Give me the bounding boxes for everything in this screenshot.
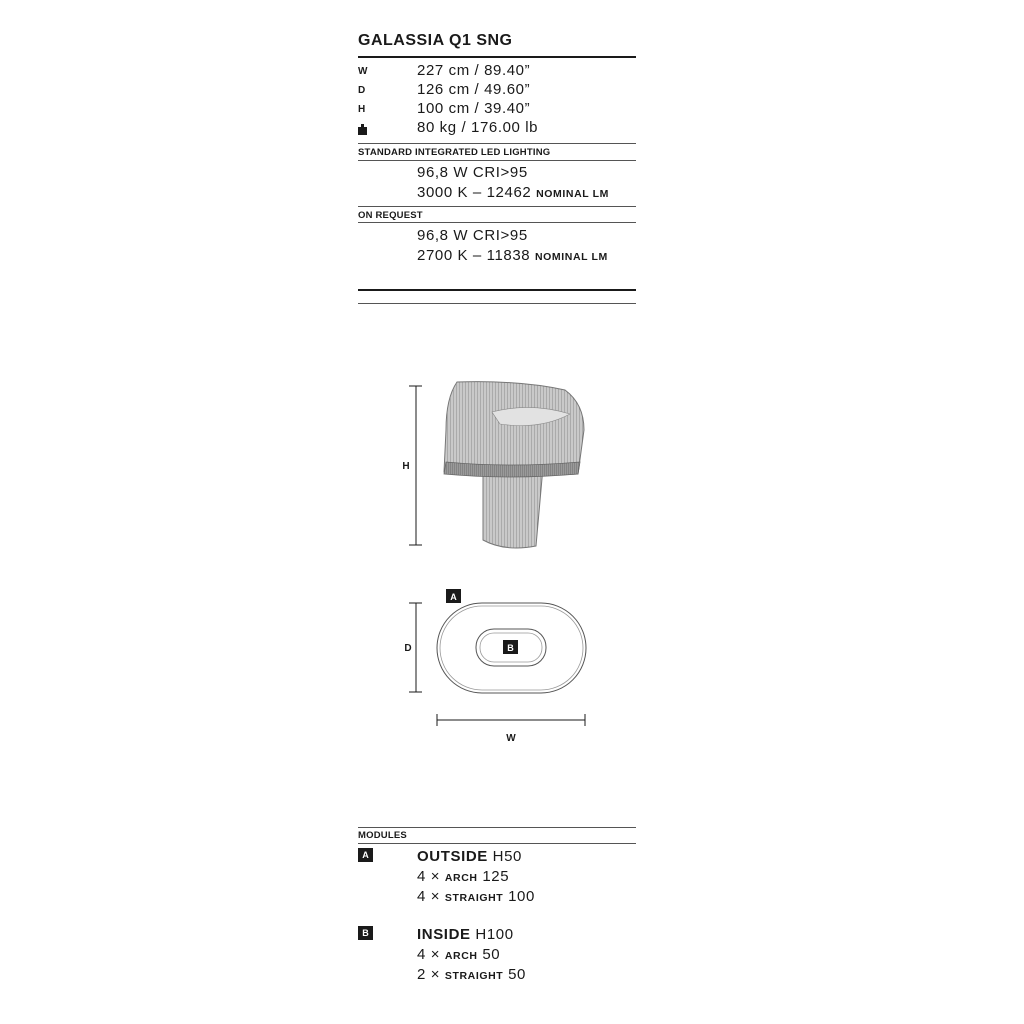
standard-temperature-value: 3000 K – 12462 bbox=[417, 184, 537, 201]
divider bbox=[358, 827, 636, 828]
module-a-line-1 bbox=[417, 868, 509, 885]
spec-key-height: H bbox=[358, 104, 366, 115]
module-b-line-1-type: ARCH bbox=[444, 950, 478, 962]
module-a-line-2-size: 100 bbox=[503, 888, 535, 905]
on-request-lumen-unit: NOMINAL LM bbox=[534, 251, 608, 263]
spec-key-depth: D bbox=[358, 85, 366, 96]
module-a-line-1-size: 125 bbox=[477, 868, 510, 885]
spec-value-width: 227 cm / 89.40” bbox=[417, 62, 531, 79]
product-title: GALASSIA Q1 SNG bbox=[358, 32, 513, 49]
module-b-badge: B bbox=[358, 926, 373, 940]
module-a-badge: A bbox=[358, 848, 373, 862]
module-b-line-2-size: 50 bbox=[503, 966, 526, 983]
module-b-height: H100 bbox=[470, 926, 514, 943]
module-b-line-1-size: 50 bbox=[477, 946, 501, 963]
divider bbox=[358, 843, 636, 844]
module-a-line-2-type: STRAIGHT bbox=[444, 892, 504, 904]
module-a-line-2 bbox=[417, 888, 535, 905]
module-b-marker-label: B bbox=[507, 643, 514, 653]
width-label: W bbox=[506, 733, 516, 744]
height-label: H bbox=[402, 461, 410, 472]
modules-heading: MODULES bbox=[358, 830, 407, 841]
module-a-title bbox=[417, 848, 522, 865]
module-b-line-2-qty: 2 × bbox=[417, 966, 445, 983]
module-a-name: OUTSIDE bbox=[417, 848, 488, 865]
module-b-title bbox=[417, 926, 514, 943]
lamp-elevation-view bbox=[444, 382, 584, 548]
module-b-line-2-type: STRAIGHT bbox=[444, 970, 504, 982]
depth-label: D bbox=[404, 643, 412, 654]
module-a-marker-label: A bbox=[450, 592, 457, 602]
module-b-line-1-qty: 4 × bbox=[417, 946, 445, 963]
standard-lighting-heading: STANDARD INTEGRATED LED LIGHTING bbox=[358, 147, 551, 158]
module-b-line-2 bbox=[417, 966, 526, 983]
spec-value-height: 100 cm / 39.40” bbox=[417, 100, 531, 117]
module-a-height: H50 bbox=[487, 848, 522, 865]
width-dimension bbox=[437, 714, 585, 726]
module-b-name: INSIDE bbox=[417, 926, 471, 943]
standard-power: 96,8 W CRI>95 bbox=[417, 164, 528, 181]
spec-value-weight: 80 kg / 176.00 lb bbox=[417, 119, 539, 136]
module-a-line-1-qty: 4 × bbox=[417, 868, 445, 885]
standard-lumen-unit: NOMINAL LM bbox=[536, 188, 609, 200]
spec-key-width: W bbox=[358, 66, 368, 77]
module-a-line-1-type: ARCH bbox=[444, 872, 478, 884]
on-request-heading: ON REQUEST bbox=[358, 210, 423, 221]
height-dimension bbox=[409, 386, 422, 545]
module-a-line-2-qty: 4 × bbox=[417, 888, 445, 905]
module-b-line-1 bbox=[417, 946, 500, 963]
on-request-temperature-value: 2700 K – 11838 bbox=[417, 247, 535, 264]
on-request-power: 96,8 W CRI>95 bbox=[417, 227, 528, 244]
spec-value-depth: 126 cm / 49.60” bbox=[417, 81, 531, 98]
